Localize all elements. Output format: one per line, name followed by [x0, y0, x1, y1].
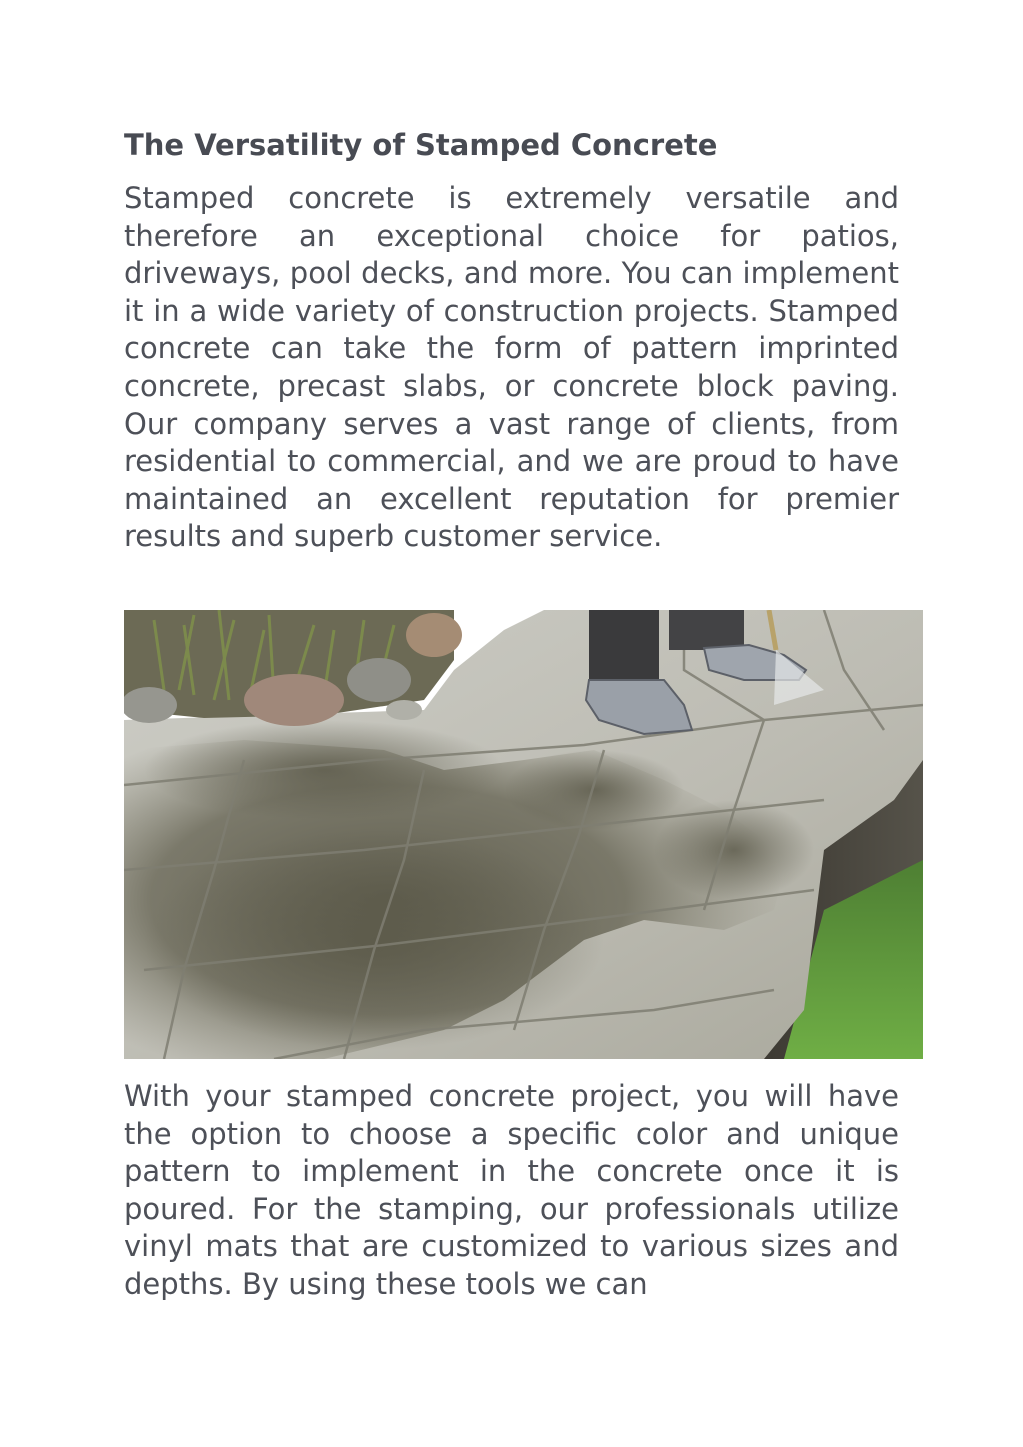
smudge-left [144, 720, 504, 820]
pant-leg-left [589, 610, 659, 680]
rock-2 [347, 658, 411, 702]
rock-1 [244, 674, 344, 726]
article-title: The Versatility of Stamped Concrete [124, 128, 718, 162]
article-paragraph-2: With your stamped concrete project, you will have the option to choose a specific color and unique pattern to implement in the concrete once it is poured. For the stamping, our professionals utilize vinyl mats that are customized to various sizes and depths. By using these tools we can [124, 1079, 899, 1301]
rock-3 [406, 613, 462, 657]
stamped-concrete-photo [124, 610, 923, 1059]
pant-leg-right [669, 610, 744, 650]
article-paragraph-1: Stamped concrete is extremely versatile and therefore an exceptional choice for patios, driveways, pool decks, and more. You can implement it in a wide variety of construction projects. Stamped concrete can take the form of pattern imprinted concrete, precast slabs, or concrete block paving. Our company serves a vast range of clients, from residential to commercial, and we are proud to have maintained an excellent reputation for premier results and superb customer service. [124, 181, 899, 554]
rock-5 [386, 700, 422, 720]
